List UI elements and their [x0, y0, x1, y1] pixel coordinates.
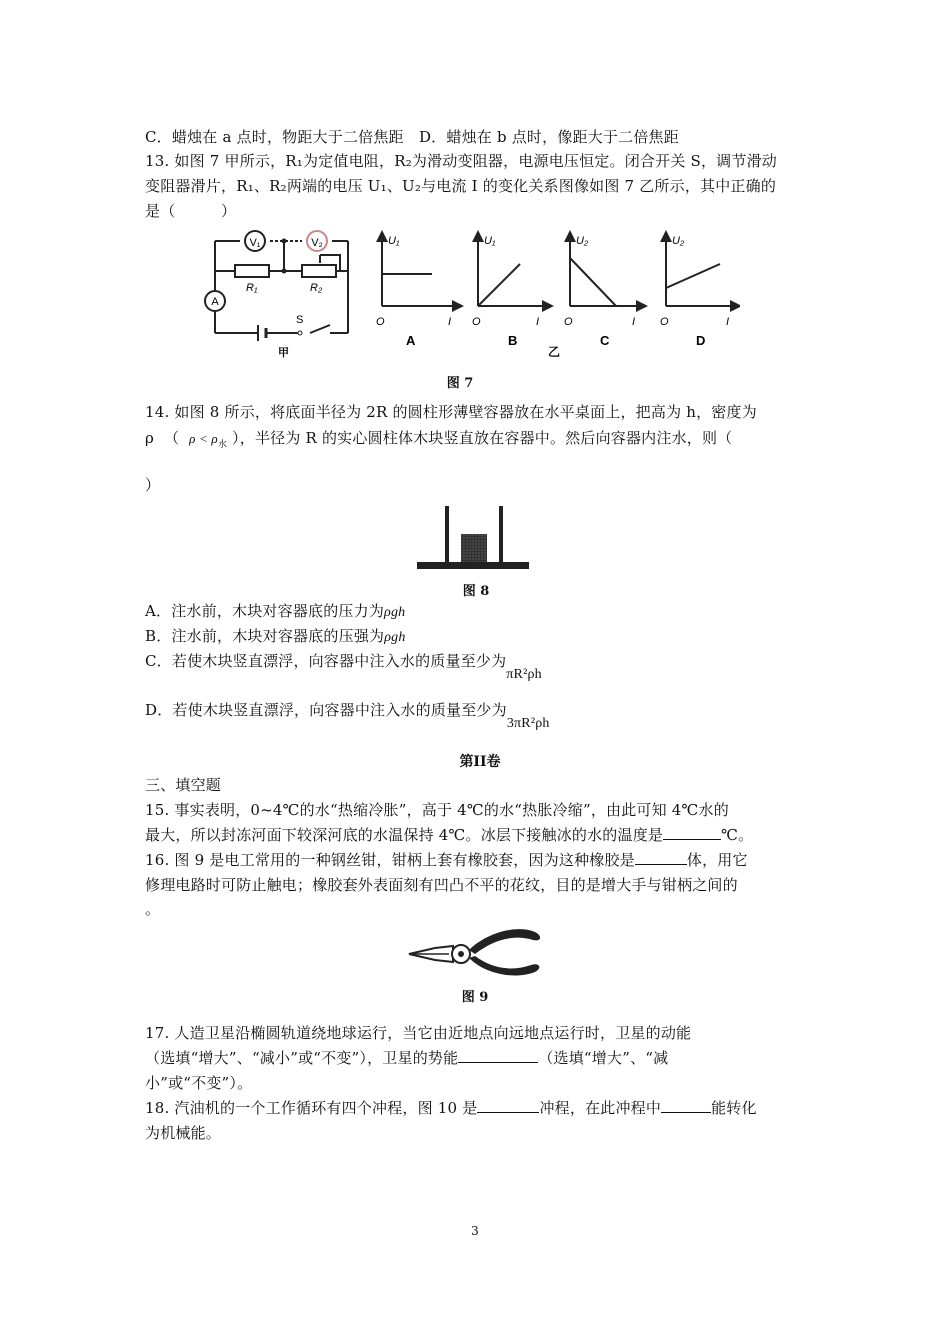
svg-text:B: B [508, 333, 518, 348]
q18-blank-2[interactable] [661, 1098, 711, 1113]
q16-line2: 修理电路时可防止触电；橡胶套外表面刻有凹凸不平的花纹，目的是增大手与钳柄之间的 [145, 876, 738, 894]
svg-text:U₁: U₁ [388, 235, 400, 247]
q16-line1: 16. 图 9 是电工常用的一种钢丝钳，钳柄上套有橡胶套，因为这种橡胶是 体，用它 [145, 851, 748, 869]
q18-line1: 18. 汽油机的一个工作循环有四个冲程，图 10 是 冲程，在此冲程中 能转化 [145, 1099, 757, 1117]
r1-label: R₁ [246, 282, 258, 294]
fig7-caption: 图 7 [446, 376, 474, 391]
q16-blank[interactable] [635, 850, 687, 865]
q16-line3: 。 [145, 900, 161, 918]
q13-line2: 变阻器滑片，R₁、R₂两端的电压 U₁、U₂与电流 I 的变化关系图像如图 7 乙所示，其中正确的 [145, 177, 777, 195]
svg-text:O: O [376, 316, 385, 328]
svg-text:I: I [632, 316, 636, 328]
svg-text:I: I [726, 316, 730, 328]
svg-text:O: O [472, 316, 481, 328]
graph-d [660, 235, 736, 348]
q18-line2: 为机械能。 [145, 1124, 222, 1142]
q17-line3: 小”或“不变”）。 [145, 1074, 253, 1092]
q14-line2: ρ （ $\rho < \rho_水$ ），半径为 R 的实心圆柱体木块竖直放在容器中。然后向容器内注水，则（ [145, 429, 733, 450]
svg-text:U₂: U₂ [672, 235, 685, 247]
q12-options-cd: C．蜡烛在 a 点时，物距大于二倍焦距 D．蜡烛在 b 点时，像距大于二倍焦距 [145, 128, 679, 146]
graph-a [376, 235, 458, 348]
svg-text:I: I [536, 316, 540, 328]
yi-label: 乙 [548, 345, 561, 358]
svg-text:O: O [660, 316, 669, 328]
svg-text:I: I [448, 316, 452, 328]
graph-c [564, 235, 642, 348]
pliers-figure [405, 920, 545, 982]
section-subtitle: 三、填空题 [145, 776, 222, 794]
container-figure [415, 498, 535, 576]
switch-label: S [296, 314, 304, 326]
svg-text:D: D [696, 333, 706, 348]
v1-label: V₁ [249, 237, 261, 249]
fig8-caption: 图 8 [462, 584, 490, 599]
svg-text:U₂: U₂ [576, 235, 589, 247]
q14-line1: 14. 如图 8 所示，将底面半径为 2R 的圆柱形薄壁容器放在水平桌面上，把高为 h，密度为 [145, 403, 757, 421]
r2-label: R₂ [310, 282, 323, 294]
circuit-diagram-jia [200, 225, 360, 360]
q14-option-c: C．若使木块竖直漂浮，向容器中注入水的质量至少为πR²ρh [145, 652, 542, 682]
v2-label: V₂ [311, 237, 323, 249]
a-label: A [211, 296, 219, 308]
q17-line2: （选填“增大”、“减小”或“不变”），卫星的势能 （选填“增大”、“减 [145, 1049, 669, 1067]
graph-b [472, 235, 548, 348]
svg-text:A: A [406, 333, 416, 348]
q17-line1: 17. 人造卫星沿椭圆轨道绕地球运行，当它由近地点向远地点运行时，卫星的动能 [145, 1024, 692, 1042]
q14-option-a: A．注水前，木块对容器底的压力为ρgh [145, 602, 406, 620]
jia-label: 甲 [278, 347, 289, 359]
q18-blank-1[interactable] [477, 1098, 539, 1113]
svg-text:O: O [564, 316, 573, 328]
page-number: 3 [471, 1224, 479, 1238]
svg-text:C: C [600, 333, 610, 348]
section-title: 第II卷 [459, 754, 501, 770]
q15-line1: 15. 事实表明，0~4℃的水“热缩冷胀”，高于 4℃的水“热胀冷缩”，由此可知 4℃水的 [145, 801, 729, 819]
q15-blank[interactable] [663, 825, 721, 840]
q14-line3: ） [145, 476, 161, 494]
q15-line2: 最大，所以封冻河面下较深河底的水温保持 4℃。冰层下接触冰的水的温度是 ℃。 [145, 826, 754, 844]
q13-line1: 13. 如图 7 甲所示，R₁为定值电阻，R₂为滑动变阻器，电源电压恒定。闭合开关 S，调节滑动 [145, 152, 777, 170]
q17-blank[interactable] [458, 1048, 538, 1063]
q14-option-b: B．注水前，木块对容器底的压强为ρgh [145, 627, 406, 645]
svg-text:U₁: U₁ [484, 235, 496, 247]
graphs-yi [370, 228, 740, 358]
fig9-caption: 图 9 [461, 990, 489, 1005]
q13-line3: 是（ ） [145, 202, 237, 220]
q14-option-d: D．若使木块竖直漂浮，向容器中注入水的质量至少为3πR²ρh [145, 701, 550, 731]
